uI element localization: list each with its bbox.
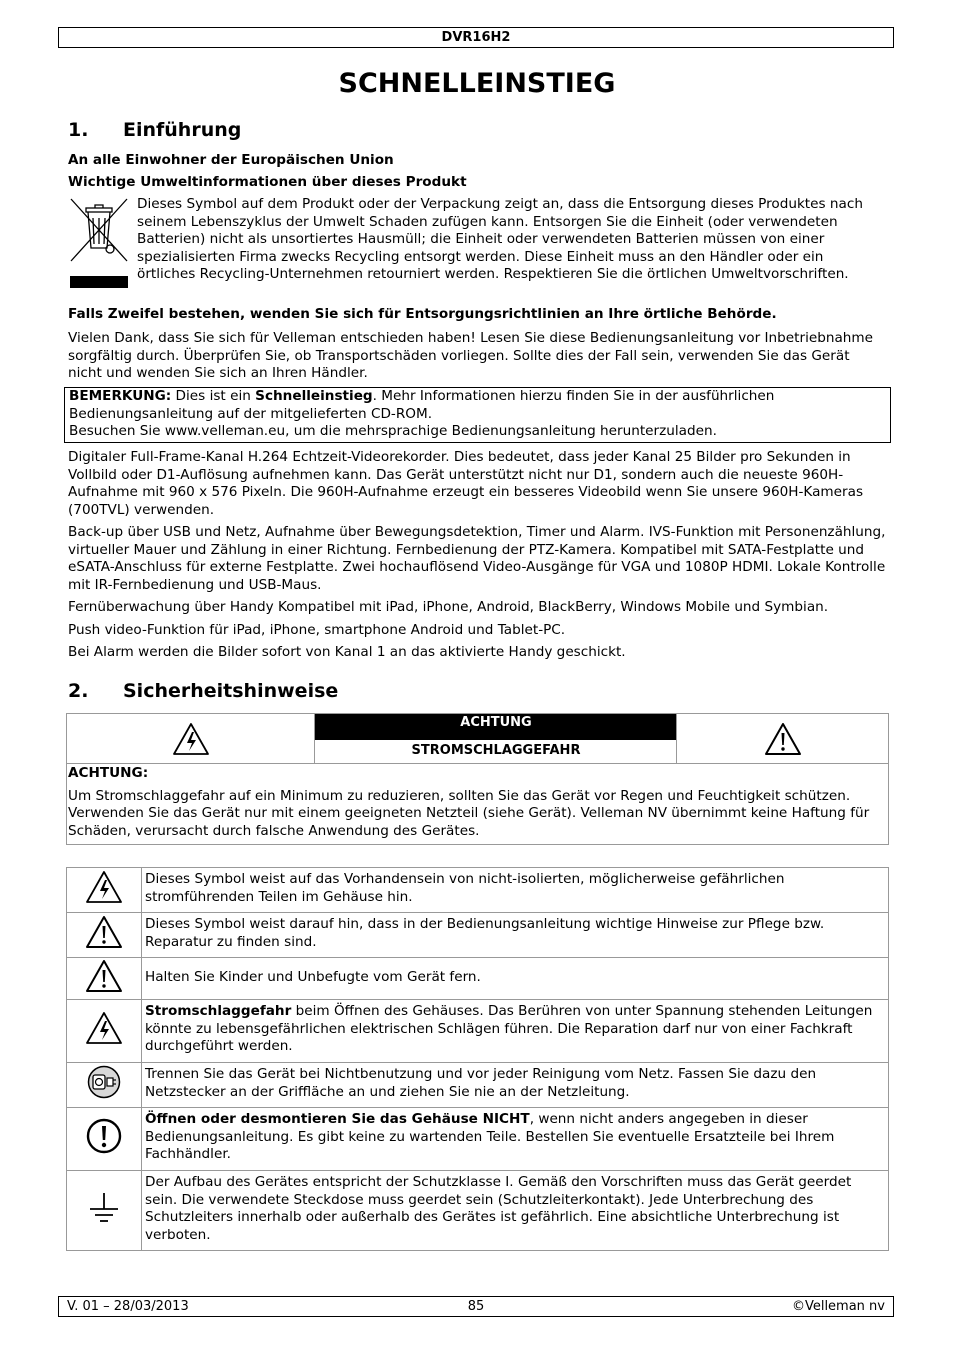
paragraph: Push video-Funktion für iPad, iPhone, smartphone Android und Tablet-PC. [68, 622, 566, 638]
table-row [67, 1000, 889, 1063]
warning-title: ACHTUNG [315, 714, 677, 740]
note-label: BEMERKUNG: [69, 388, 172, 404]
exclamation-triangle-icon [85, 915, 123, 949]
symbol-cell [67, 868, 142, 913]
note-text-a: Dies ist ein [171, 388, 256, 404]
section-2-heading [68, 679, 338, 703]
symbol-cell [67, 913, 142, 958]
version-date: V. 01 – 28/03/2013 [67, 1299, 189, 1314]
note-box [64, 387, 891, 443]
weee-bin-icon [68, 196, 130, 290]
table-row [67, 958, 889, 1000]
table-row [67, 1108, 889, 1171]
warning-subtitle: STROMSCHLAGGEFAHR [315, 740, 677, 764]
symbol-cell [67, 1108, 142, 1171]
paragraph: Bei Alarm werden die Bilder sofort von Kanal 1 an das aktivierte Handy geschickt. [68, 644, 626, 660]
page-title: SCHNELLEINSTIEG [338, 68, 616, 99]
weee-text: Dieses Symbol auf dem Produkt oder der Verpackung zeigt an, dass die Entsorgung dieses Produktes nach seinem Lebenszyklus der Umwelt Schaden zufügen kann. Entsorgen Sie die Einheit (oder verwendeten Batterien) nicht als unsortiertes Hausmüll; die Einheit oder verwendeten Batterien müssen von einer spezialisierten Firma zwecks Recycling entsorgt werden. Diese Einheit muss an den Händler oder ein örtliches Recycling-Unternehmen retourniert werden. Respektieren Sie die örtlichen Umweltvorschriften. [137, 196, 863, 282]
table-row [67, 1063, 889, 1108]
section-title: Einführung [123, 119, 242, 141]
symbol-cell [67, 958, 142, 1000]
symbol-text: Stromschlaggefahr beim Öffnen des Gehäuses. Das Berühren von unter Spannung stehenden Leitungen könnte zu lebensgefährlichen elektrischen Schlägen führen. Die Reparation darf nur von einer Fachkraft durchgeführt werden. [142, 1000, 889, 1063]
note-bold: Schnelleinstieg [255, 388, 373, 404]
symbol-text: Dieses Symbol weist auf das Vorhandensein von nicht-isolierten, möglicherweise gefährlichen stromführenden Teilen im Gehäuse hin. [142, 868, 889, 913]
page-header [58, 27, 894, 48]
env-heading: Wichtige Umweltinformationen über dieses Produkt [68, 174, 467, 190]
note-line2: Besuchen Sie www.velleman.eu, um die mehrsprachige Bedienungsanleitung herunterzuladen. [69, 423, 717, 439]
page-number: 85 [467, 1299, 485, 1314]
section-number: 1. [68, 119, 89, 141]
eu-heading: An alle Einwohner der Europäischen Union [68, 152, 394, 168]
thanks-text: Vielen Dank, dass Sie sich für Velleman entschieden haben! Lesen Sie diese Bedienungsanleitung vor Inbetriebnahme sorgfältig durch. Überprüfen Sie, ob Transportschäden vorliegen. Sollte dies der Fall sein, verwenden Sie das Gerät nicht und wenden Sie sich an Ihren Händler. [68, 330, 874, 381]
copyright: ©Velleman nv [791, 1299, 885, 1314]
symbol-text: Dieses Symbol weist darauf hin, dass in der Bedienungsanleitung wichtige Hinweise zur Pflege bzw. Reparatur zu finden sind. [142, 913, 889, 958]
lightning-triangle-icon [85, 870, 123, 904]
symbol-text: Der Aufbau des Gerätes entspricht der Schutzklasse I. Gemäß den Vorschriften muss das Gerät geerdet sein. Die verwendete Steckdose muss geerdet sein (Schutzleiterkontakt). Jede Unterbrechung des Schutzleiters innerhalb oder außerhalb des Gerätes ist gefährlich. Eine absichtliche Unterbrechung ist verboten. [142, 1171, 889, 1251]
exclamation-triangle-icon [85, 959, 123, 993]
unplug-icon [87, 1065, 121, 1099]
note-text-b: . Mehr Informationen hierzu finden Sie in der ausführlichen Bedienungsanleitung auf der mitgelieferten CD-ROM. [69, 388, 775, 422]
exclamation-triangle-icon [764, 722, 802, 756]
lightning-triangle-icon [85, 1011, 123, 1045]
doubt-text: Falls Zweifel bestehen, wenden Sie sich für Entsorgungsrichtlinien an Ihre örtliche Behörde. [68, 306, 777, 322]
paragraph: Back-up über USB und Netz, Aufnahme über Bewegungsdetektion, Timer und Alarm. IVS-Funktion mit Personenzählung, virtueller Mauer und Zählung in einer Richtung. Fernbedienung der PTZ-Kamera. Kompatibel mit SATA-Festplatte und eSATA-Anschluss für externe Festplatte. Zwei hochauflösend Video-Ausgänge für VGA und 1080P HDMI. Lokale Kontrolle mit IR-Fernbedienung und USB-Maus. [68, 524, 886, 593]
exclamation-circle-icon [86, 1118, 122, 1154]
warning-body [68, 765, 886, 840]
warning-right-cell [676, 714, 888, 764]
warning-box [66, 713, 889, 845]
table-row [67, 913, 889, 958]
warning-left-cell [67, 714, 315, 764]
paragraph: Fernüberwachung über Handy Kompatibel mit iPad, iPhone, Android, BlackBerry, Windows Mobile und Symbian. [68, 599, 829, 615]
section-1-heading [68, 118, 241, 142]
symbol-text: Trennen Sie das Gerät bei Nichtbenutzung und vor jeder Reinigung vom Netz. Fassen Sie dazu den Netzstecker an der Griffläche an und ziehen Sie nie an der Netzleitung. [142, 1063, 889, 1108]
symbol-cell [67, 1171, 142, 1251]
page-footer [58, 1296, 894, 1317]
model-name: DVR16H2 [441, 30, 511, 45]
symbol-cell [67, 1063, 142, 1108]
lightning-triangle-icon [172, 722, 210, 756]
symbol-text: Öffnen oder desmontieren Sie das Gehäuse NICHT, wenn nicht anders angegeben in dieser Bedienungsanleitung. Es gibt keine zu wartenden Teile. Bestellen Sie eventuelle Ersatzteile bei Ihrem Fachhändler. [142, 1108, 889, 1171]
warning-text: Um Stromschlaggefahr auf ein Minimum zu reduzieren, sollten Sie das Gerät vor Regen und Feuchtigkeit schützen. Verwenden Sie das Gerät nur mit einem geeigneten Netzteil (siehe Gerät). Velleman NV übernimmt keine Haftung für Schäden, verursacht durch falsche Anwendung des Gerätes. [68, 787, 870, 839]
ground-icon [87, 1191, 121, 1225]
warning-label: ACHTUNG: [68, 765, 149, 781]
symbol-cell [67, 1000, 142, 1063]
paragraph: Digitaler Full-Frame-Kanal H.264 Echtzeit-Videorekorder. Dies bedeutet, dass jeder Kanal 25 Bilder pro Sekunden in Vollbild oder D1-Auflösung aufnehmen kann. Das Gerät unterstützt nicht nur D1, sondern auch die neueste 960H-Aufnahme mit 960 x 576 Pixeln. Die 960H-Aufnahme erzeugt ein besseres Videobild wenn Sie unsere 960H-Kameras (700TVL) verwenden. [68, 449, 864, 518]
section-title: Sicherheitshinweise [123, 680, 339, 702]
table-row [67, 868, 889, 913]
symbol-text: Halten Sie Kinder und Unbefugte vom Gerät fern. [142, 958, 889, 1000]
table-row [67, 1171, 889, 1251]
section-number: 2. [68, 680, 89, 702]
safety-symbols-table [66, 867, 889, 1251]
